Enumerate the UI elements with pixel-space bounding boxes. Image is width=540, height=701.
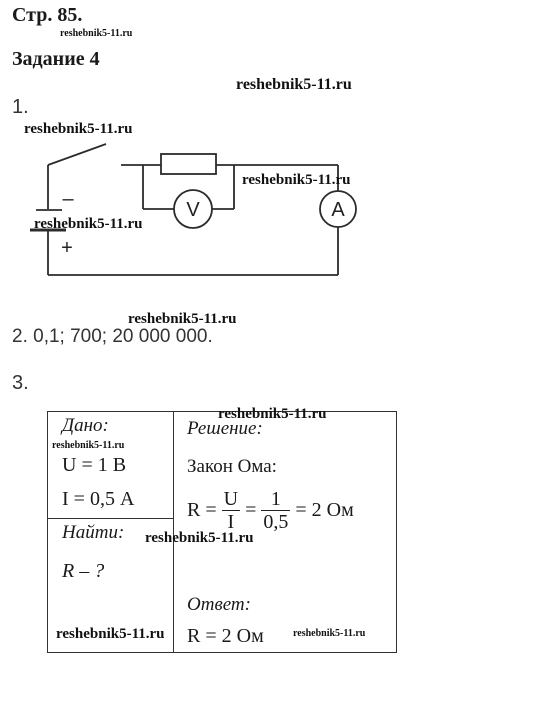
find-resistance: R – ? [62,560,105,582]
watermark: reshebnik5-11.ru [145,530,254,546]
watermark: reshebnik5-11.ru [128,311,237,327]
item-2-number: 2. [12,326,28,347]
fraction-values: $\frac{1}{0,5}$ [263,488,289,533]
given-voltage: U = 1 В [62,454,127,476]
page-title: Стр. 85. [12,4,83,26]
watermark: reshebnik5-11.ru [218,406,327,422]
ohm-formula: R = $\frac{U}{I}$ = $\frac{1}{0,5}$ = 2 Ом [187,488,354,533]
answer-heading: Ответ: [187,594,251,615]
item-2-line [12,326,213,348]
item-2-text: 0,1; 700; 20 000 000. [33,326,213,347]
watermark: reshebnik5-11.ru [293,628,366,639]
given-current: I = 0,5 А [62,488,135,510]
table-divider [47,518,174,519]
battery-minus-sign: – [62,188,74,210]
battery-plus-sign: + [61,237,73,259]
item-3-number: 3. [12,372,29,394]
switch-blade [48,144,106,165]
watermark: reshebnik5-11.ru [34,216,143,232]
item-1-number: 1. [12,96,29,118]
watermark: reshebnik5-11.ru [56,626,165,642]
resistor [161,154,216,174]
given-heading: Дано: [62,415,109,436]
ammeter-label: A [331,199,345,221]
solution-heading: Решение: [187,418,263,439]
task-title: Задание 4 [12,48,100,70]
watermark: reshebnik5-11.ru [60,28,133,39]
fraction-u-over-i: $\frac{U}{I}$ [223,488,239,533]
watermark: reshebnik5-11.ru [242,172,351,188]
ohm-law-label: Закон Ома: [187,456,277,477]
find-heading: Найти: [62,522,125,543]
answer-value: R = 2 Ом [187,625,264,647]
watermark: reshebnik5-11.ru [236,76,352,93]
watermark: reshebnik5-11.ru [52,440,125,451]
voltmeter-label: V [186,199,200,221]
watermark: reshebnik5-11.ru [24,121,133,137]
